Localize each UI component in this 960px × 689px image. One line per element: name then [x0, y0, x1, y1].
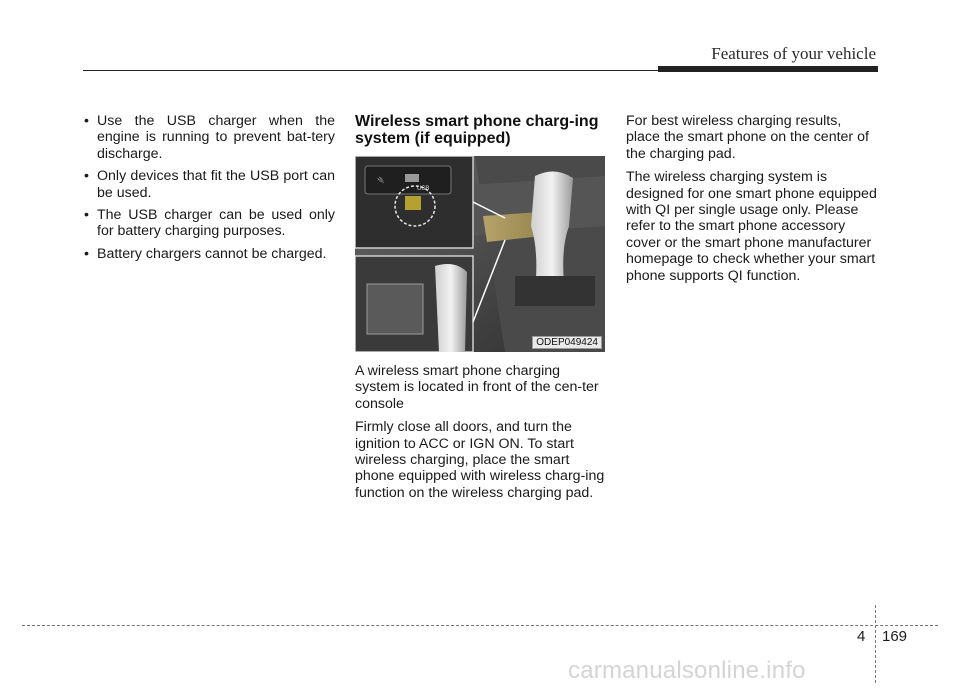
- left-column: [83, 113, 335, 268]
- body-paragraph: For best wireless charging results, place the smart phone on the center of the charging pad.: [626, 113, 869, 162]
- chapter-number: 4: [857, 628, 866, 645]
- bullet-icon: •: [84, 168, 89, 185]
- body-paragraph: The wireless charging system is designed for one smart phone equipped with QI per single usage only. Please refer to the smart phone accessory cover or the smart phone manufacturer homepage to check whether your smart phone supports QI function.: [626, 169, 877, 284]
- footer-divider: [875, 605, 876, 683]
- footer-rule: [22, 625, 938, 626]
- list-item: [83, 113, 335, 162]
- page-header-title: Features of your vehicle: [711, 44, 876, 63]
- bullet-icon: •: [84, 245, 89, 262]
- list-item-text: Battery chargers cannot be charged.: [97, 245, 327, 262]
- list-item-text: Use the USB charger when the engine is running to prevent bat-tery discharge.: [97, 113, 335, 162]
- right-column: [626, 113, 879, 291]
- bullet-icon: •: [84, 113, 89, 129]
- body-paragraph: Firmly close all doors, and turn the ignition to ACC or IGN ON. To start wireless charging, place the smart phone equipped with wireless charg-ing function on the wireless charging pad.: [355, 419, 605, 501]
- bullet-icon: •: [84, 207, 89, 224]
- console-illustration: [355, 156, 605, 352]
- watermark: carmanualsonline.info: [568, 657, 806, 684]
- figure-code: ODEP049424: [532, 336, 602, 349]
- svg-text:🔌: 🔌: [377, 178, 385, 184]
- page-number: 169: [882, 628, 908, 645]
- section-heading: Wireless smart phone charg-ing system (if equipped): [355, 113, 599, 147]
- body-paragraph: A wireless smart phone charging system is located in front of the cen-ter console: [355, 363, 599, 412]
- usb-label: USB: [417, 186, 430, 192]
- usb-notes-list: [83, 113, 335, 262]
- header-rule-accent: [658, 66, 878, 72]
- list-item: [83, 207, 335, 240]
- list-item: [83, 168, 335, 201]
- list-item-text: Only devices that fit the USB port can be used.: [97, 168, 335, 201]
- list-item-text: The USB charger can be used only for battery charging purposes.: [97, 207, 335, 240]
- wireless-charger-figure: [355, 156, 605, 352]
- list-item: [83, 246, 335, 262]
- middle-column: [355, 113, 605, 508]
